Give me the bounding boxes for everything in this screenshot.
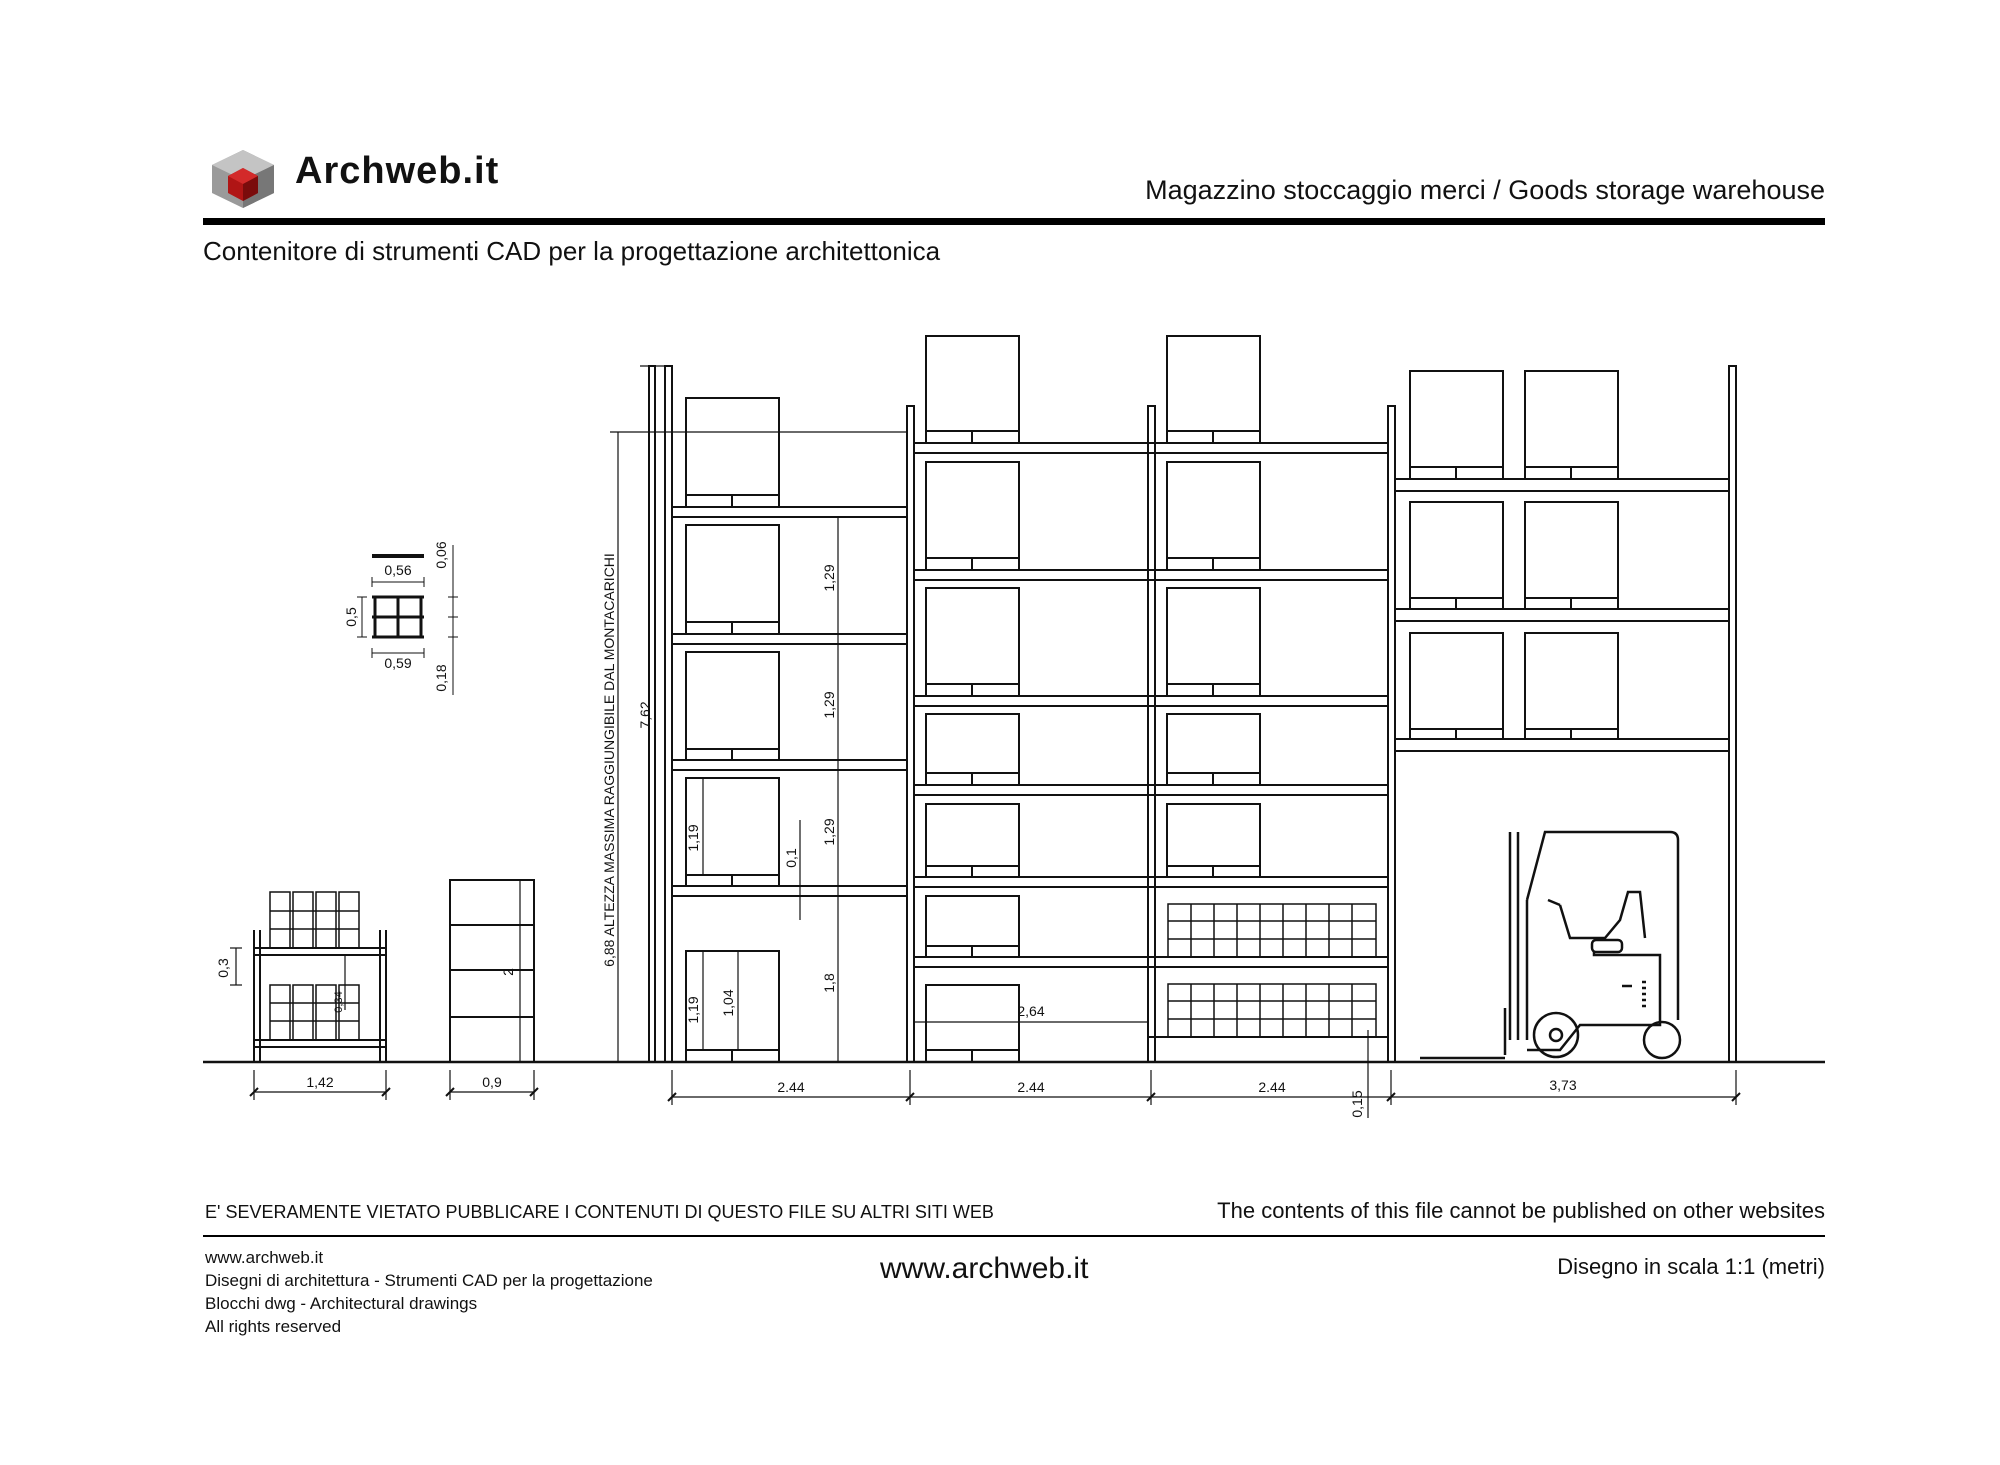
website-link[interactable]: www.archweb.it <box>880 1252 1089 1285</box>
bay-1-width-dim: 2.44 <box>777 1079 805 1095</box>
credits-line: Disegni di architettura - Strumenti CAD per la progettazione <box>205 1271 653 1290</box>
small-rack-boxes <box>270 892 359 1040</box>
box-height-1-dim: 1,19 <box>685 824 701 852</box>
warning-english: The contents of this file cannot be published on other websites <box>1217 1198 1825 1223</box>
total-height-dim: 7,62 <box>637 701 653 729</box>
pallet-height-dim: 0,5 <box>343 607 359 627</box>
credits-block <box>205 1246 653 1338</box>
pallet-top-dim: 0,56 <box>384 562 412 578</box>
ground-level-dim: 1,8 <box>821 973 837 993</box>
max-reach-label: 6,88 ALTEZZA MASSIMA RAGGIUNGIBILE DAL MONTACARICHI <box>601 553 617 967</box>
page-title: Magazzino stoccaggio merci / Goods storage warehouse <box>1145 175 1825 205</box>
footer-divider <box>203 1235 1825 1237</box>
level-spacing-1-dim: 1,29 <box>821 564 837 592</box>
bay-3-width-dim: 2.44 <box>1258 1079 1286 1095</box>
credits-line: www.archweb.it <box>205 1248 324 1267</box>
cabinet-height-dim: 2 <box>500 968 516 976</box>
small-rack-level-dim: 0,3 <box>215 958 231 978</box>
credits-line: All rights reserved <box>205 1317 342 1336</box>
small-rack-inner-dim: 0,34 <box>333 991 345 1013</box>
bay-2-width-dim: 2.44 <box>1017 1079 1045 1095</box>
small-shelf-rack <box>254 930 386 1062</box>
scale-note: Disegno in scala 1:1 (metri) <box>1557 1254 1825 1279</box>
warning-italian: E' SEVERAMENTE VIETATO PUBBLICARE I CONTENUTI DI QUESTO FILE SU ALTRI SITI WEB <box>205 1202 994 1222</box>
pallet-dim-a: 0,06 <box>433 541 449 569</box>
beam-thickness-dim: 0,1 <box>783 848 799 868</box>
cabinet-width-dim: 0,9 <box>482 1074 502 1090</box>
storage-cabinet <box>450 880 534 1062</box>
dimension-ticks <box>250 1088 1740 1101</box>
archweb-logo-text: Archweb.it <box>295 150 500 192</box>
floor-offset-dim: 0,15 <box>1349 1090 1365 1118</box>
page-subtitle: Contenitore di strumenti CAD per la progettazione architettonica <box>203 236 941 266</box>
clearance-dim: 2,64 <box>1017 1003 1045 1019</box>
bay-1-beams <box>672 507 907 896</box>
bay-4-beams <box>1395 479 1729 751</box>
level-spacing-2-dim: 1,29 <box>821 691 837 719</box>
bay-3-small-boxes <box>1168 904 1376 1037</box>
pallet-bottom-dim: 0,59 <box>384 655 412 671</box>
bay-2-3-beams <box>914 443 1388 1037</box>
box-height-2-dim: 1,19 <box>685 996 701 1024</box>
small-rack-width-dim: 1,42 <box>306 1074 334 1090</box>
level-spacing-3-dim: 1,29 <box>821 818 837 846</box>
bay-4-width-dim: 3,73 <box>1549 1077 1577 1093</box>
box-height-3-dim: 1,04 <box>720 989 736 1017</box>
forklift-icon <box>1420 832 1680 1058</box>
pallet-dim-b: 0,18 <box>433 664 449 692</box>
credits-line: Blocchi dwg - Architectural drawings <box>205 1294 478 1313</box>
